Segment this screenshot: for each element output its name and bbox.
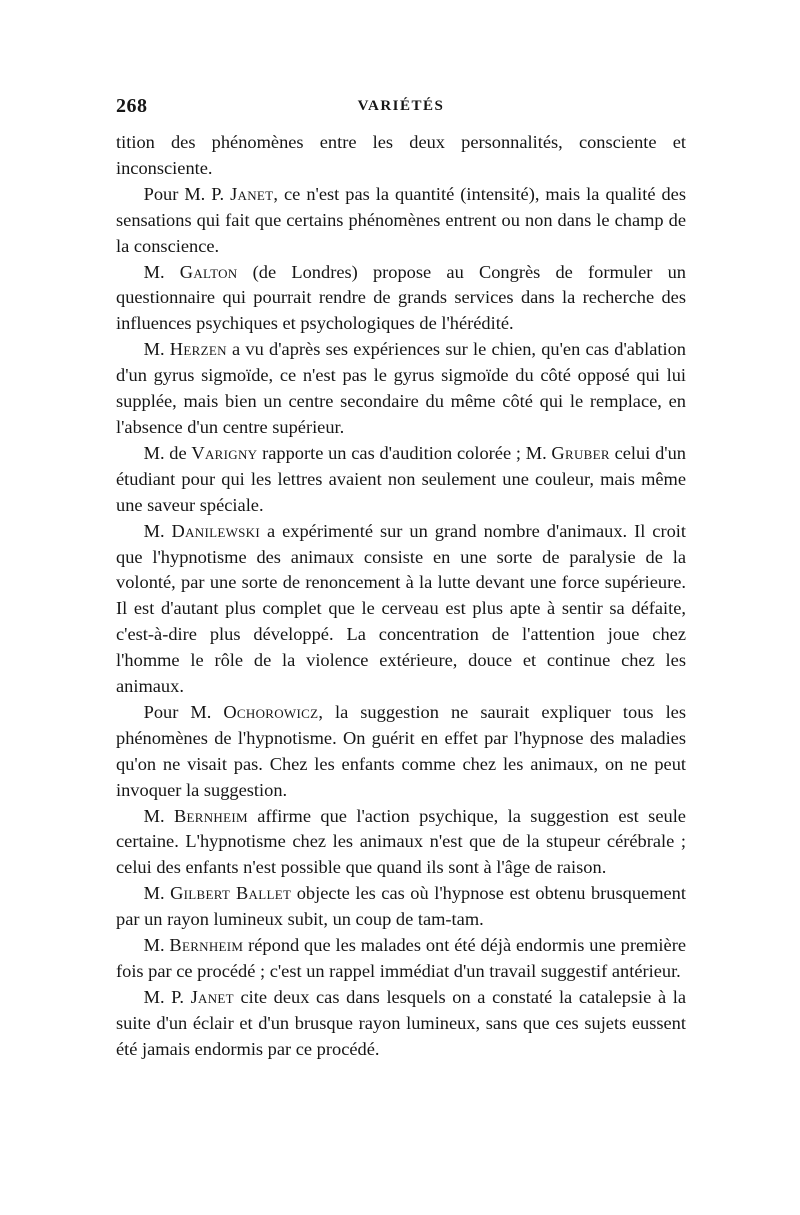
text-run: affirme que l'action psychique, la suggestion est seule certaine. L'hypnotisme chez les animaux n'est que de la stupeur cérébrale ; celui des enfants n'est possible que quand ils sont à l'âge de raison.	[116, 805, 686, 878]
text-run: M. P.	[143, 986, 191, 1007]
person-name: Varigny	[191, 442, 258, 463]
paragraph	[116, 933, 686, 985]
text-run: tition des phénomènes entre les deux personnalités, consciente et inconsciente.	[116, 132, 686, 178]
paragraph	[116, 260, 686, 338]
paragraph	[116, 182, 686, 260]
text-run: celui d'un étudiant pour qui les lettres avaient non seulement une couleur, mais même une saveur spéciale.	[116, 442, 686, 515]
text-run: Pour M. P.	[143, 183, 231, 204]
text-run: M.	[143, 520, 172, 541]
text-run: répond que les malades ont été déjà endormis une première fois par ce procédé ; c'est un rappel immédiat d'un travail suggestif antérieur.	[116, 935, 686, 981]
person-name: Janet	[190, 986, 234, 1007]
page-number: 268	[116, 95, 148, 117]
paragraph	[116, 985, 686, 1063]
text-run: , la suggestion ne saurait expliquer tous les phénomènes de l'hypnotisme. On guérit en effet par l'hypnose des maladies qu'on ne visait pas. Chez les enfants comme chez les animaux, on ne peut invoquer la suggestion.	[116, 701, 686, 800]
text-run: M.	[143, 935, 170, 956]
text-run: M.	[143, 339, 170, 360]
text-run: Pour M.	[143, 701, 224, 722]
person-name: Herzen	[169, 339, 227, 360]
person-name: Gruber	[551, 442, 610, 463]
text-run: a expérimenté sur un grand nombre d'animaux. Il croit que l'hypnotisme des animaux consiste en une sorte de paralysie de la volonté, par une sorte de renoncement à la lutte devant une force supérieure. Il est d'autant plus complet que le cerveau est plus apte à sentir sa défaite, c'est-à-dire plus développé. La concentration de l'attention joue chez l'homme le rôle de la violence extérieure, douce et continue chez les animaux.	[116, 520, 686, 697]
person-name: Gilbert Ballet	[170, 883, 292, 904]
text-run: (de Londres) propose au Congrès de formuler un questionnaire qui pourrait rendre de grands services dans la recherche des influences psychiques et psychologiques de l'hérédité.	[116, 261, 686, 334]
text-run: cite deux cas dans lesquels on a constaté la catalepsie à la suite d'un éclair et d'un brusque rayon lumineux, sans que ces sujets eussent été jamais endormis par ce procédé.	[116, 986, 686, 1059]
page-header	[116, 95, 686, 125]
running-title: VARIÉTÉS	[357, 98, 445, 114]
person-name: Ochorowicz	[223, 701, 319, 722]
text-run: M. de	[143, 442, 192, 463]
person-name: Bernheim	[169, 935, 244, 956]
paragraph	[116, 441, 686, 519]
paragraph	[116, 337, 686, 441]
paragraph	[116, 130, 686, 182]
paragraph	[116, 804, 686, 882]
paragraph	[116, 700, 686, 804]
paragraph	[116, 519, 686, 700]
text-run: rapporte un cas d'audition colorée ; M.	[257, 442, 552, 463]
text-run: , ce n'est pas la quantité (intensité), mais la qualité des sensations qui fait que certains phénomènes entrent ou non dans le champ de la conscience.	[116, 183, 686, 256]
person-name: Danilewski	[171, 520, 261, 541]
person-name: Bernheim	[173, 805, 248, 826]
text-run: objecte les cas où l'hypnose est obtenu brusquement par un rayon lumineux subit, un coup de tam-tam.	[116, 883, 686, 930]
person-name: Janet	[230, 183, 274, 204]
text-run: M.	[143, 805, 174, 826]
body-text	[116, 130, 686, 1063]
person-name: Galton	[179, 261, 238, 282]
text-run: a vu d'après ses expériences sur le chien, qu'en cas d'ablation d'un gyrus sigmoïde, ce n'est pas le gyrus sigmoïde du côté opposé qui lui supplée, mais bien un centre secondaire du même côté qui le remplace, en l'absence d'un centre supérieur.	[116, 339, 686, 437]
paragraph	[116, 881, 686, 933]
text-run: M.	[143, 261, 180, 282]
text-run: M.	[143, 883, 171, 904]
